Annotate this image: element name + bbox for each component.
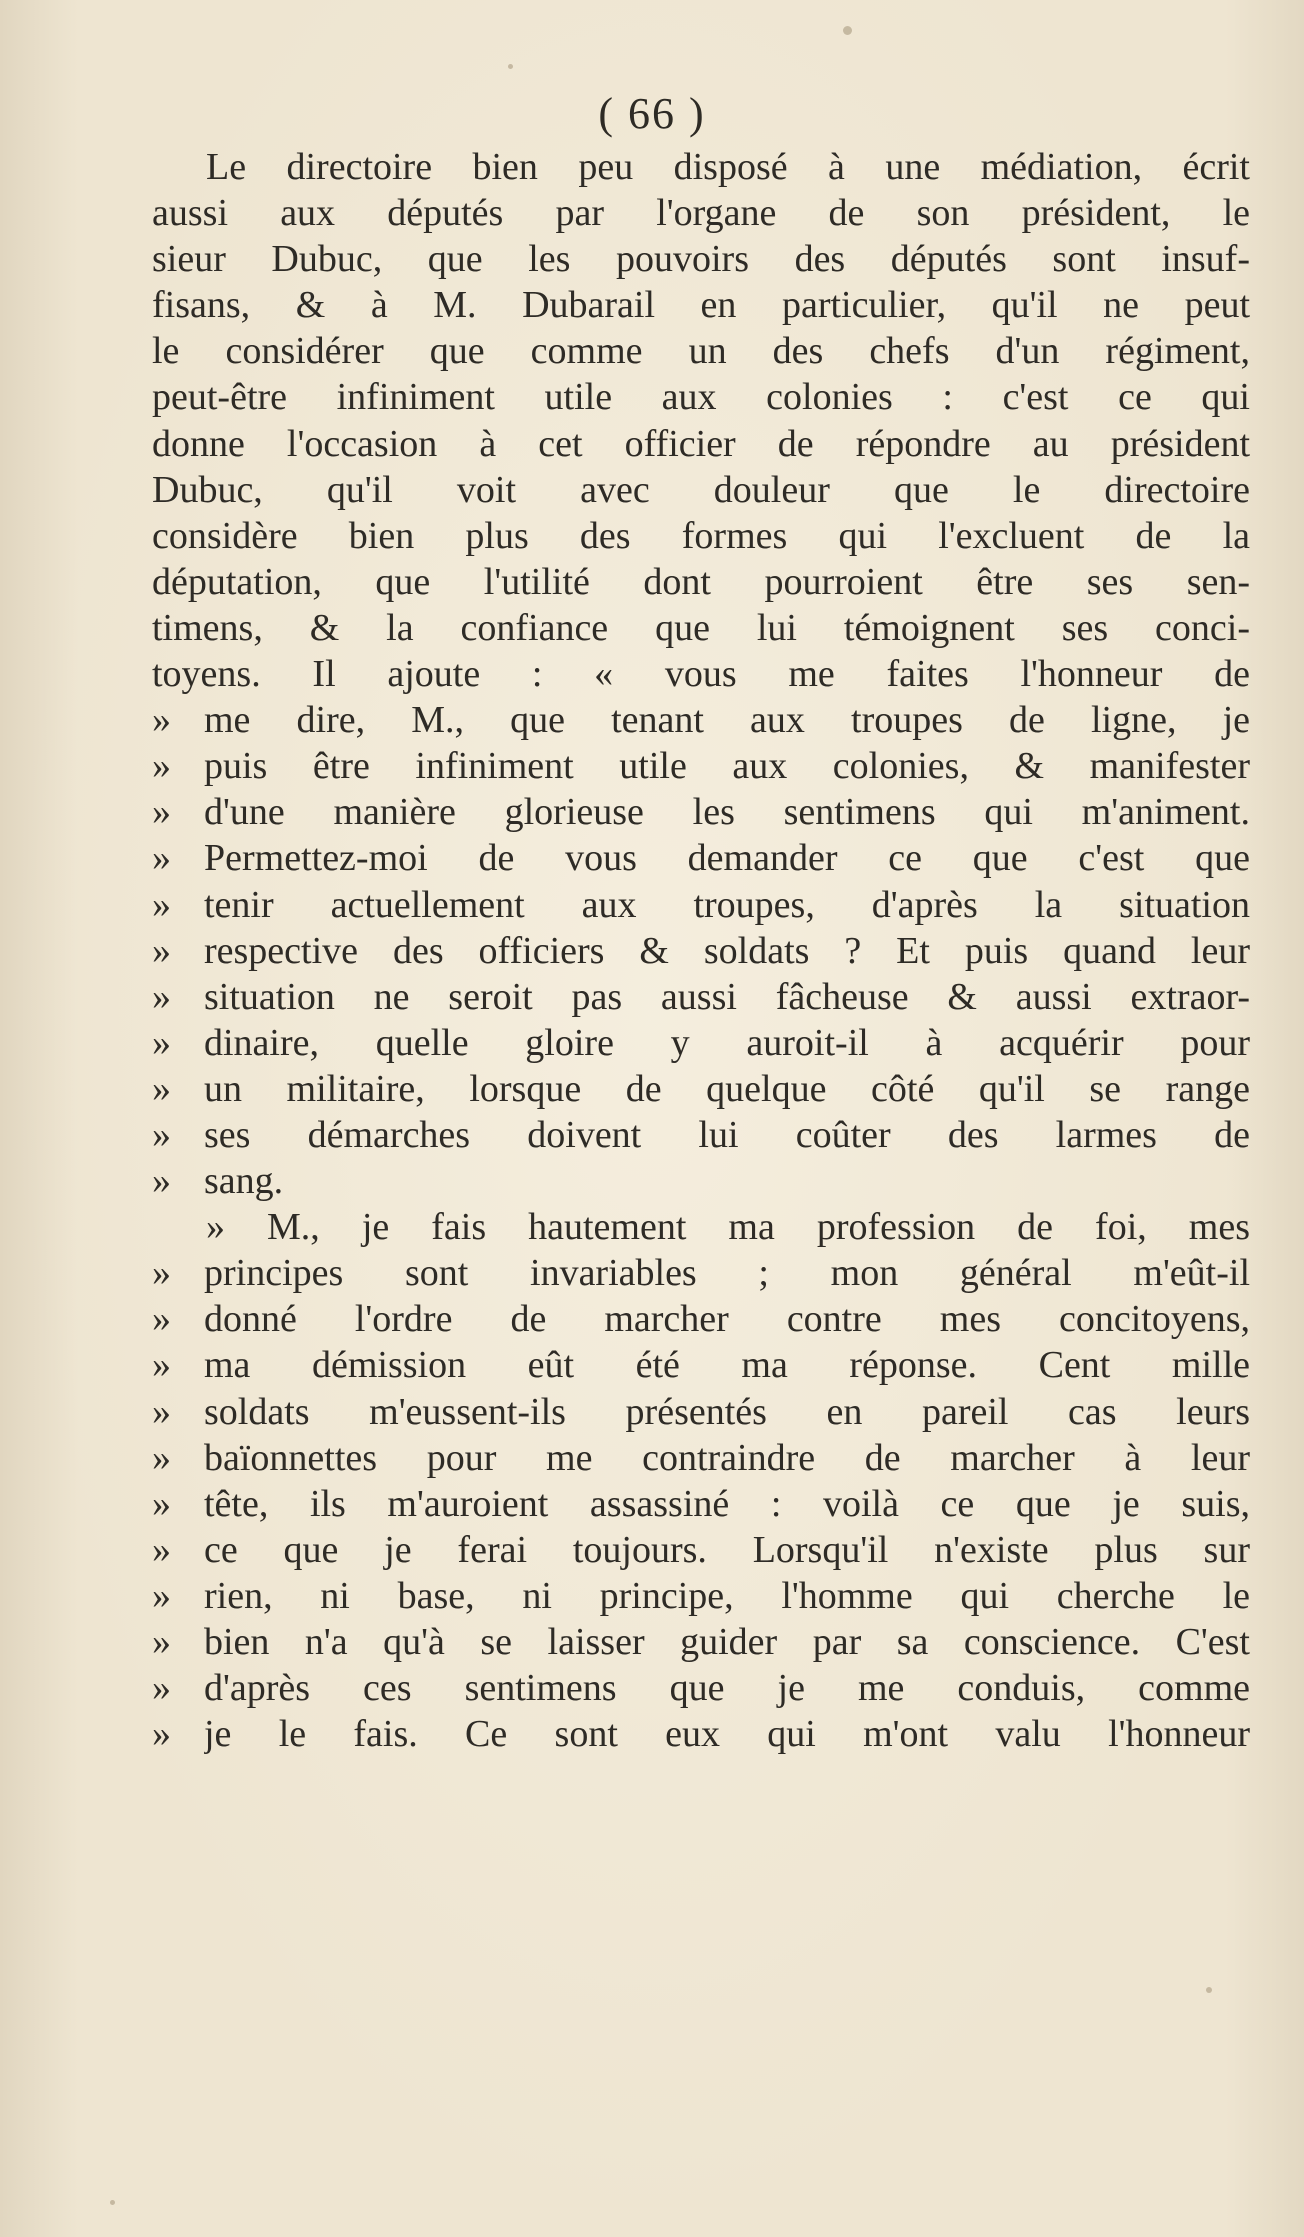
paper-spot xyxy=(110,2200,115,2205)
line-text: baïonnettes pour me contraindre de marcher à leur xyxy=(204,1436,1250,1479)
line-text: » M., je fais hautement ma profession de foi, mes xyxy=(206,1206,1250,1249)
text-line xyxy=(152,1296,1250,1342)
line-text: le considérer que comme un des chefs d'un régiment, xyxy=(152,330,1250,373)
text-line xyxy=(152,421,1250,467)
line-text: Le directoire bien peu disposé à une médiation, écrit xyxy=(206,146,1250,188)
line-text: rien, ni base, ni principe, l'homme qui cherche le xyxy=(204,1574,1250,1617)
quote-mark: » xyxy=(152,1574,171,1617)
text-line xyxy=(152,789,1250,835)
text-line xyxy=(152,1665,1250,1711)
line-text: donne l'occasion à cet officier de répondre au président xyxy=(152,422,1250,465)
quote-mark: » xyxy=(152,1528,171,1571)
text-line xyxy=(152,1435,1250,1481)
text-line xyxy=(152,1112,1250,1158)
line-text: puis être infiniment utile aux colonies, & manifester xyxy=(204,745,1250,788)
quote-mark: » xyxy=(152,1713,171,1756)
text-line xyxy=(152,236,1250,282)
paper-spot xyxy=(843,26,852,35)
text-line xyxy=(152,605,1250,651)
text-line xyxy=(152,467,1250,513)
quote-mark: » xyxy=(152,745,171,788)
text-line xyxy=(152,190,1250,236)
line-text: principes sont invariables ; mon général m'eût-il xyxy=(204,1252,1250,1295)
line-text: Dubuc, qu'il voit avec douleur que le directoire xyxy=(152,468,1250,511)
text-line xyxy=(152,835,1250,881)
line-text: sang. xyxy=(204,1160,284,1203)
text-line xyxy=(152,1020,1250,1066)
line-text: députation, que l'utilité dont pourroient être ses sen- xyxy=(152,560,1250,603)
quote-mark: » xyxy=(152,1160,171,1203)
quote-mark: » xyxy=(152,1021,171,1064)
page-number: ( 66 ) xyxy=(598,89,706,138)
text-line xyxy=(152,513,1250,559)
line-text: fisans, & à M. Dubarail en particulier, qu'il ne peut xyxy=(152,284,1250,327)
text-line xyxy=(152,1711,1250,1757)
quote-mark: » xyxy=(152,791,171,834)
text-line xyxy=(152,651,1250,697)
quote-mark: » xyxy=(152,929,171,972)
quote-mark: » xyxy=(152,1344,171,1387)
line-text: ses démarches doivent lui coûter des larmes de xyxy=(204,1113,1250,1156)
text-line xyxy=(152,1619,1250,1665)
paper-spot xyxy=(1206,1987,1212,1993)
text-line xyxy=(152,559,1250,605)
line-text: peut-être infiniment utile aux colonies : c'est ce qui xyxy=(152,376,1250,419)
quote-mark: » xyxy=(152,883,171,926)
text-line xyxy=(152,1481,1250,1527)
text-line xyxy=(152,1573,1250,1619)
text-line xyxy=(152,1527,1250,1573)
quote-mark: » xyxy=(152,1113,171,1156)
text-line xyxy=(152,1158,1250,1204)
quote-mark: » xyxy=(152,837,171,880)
line-text: tête, ils m'auroient assassiné : voilà ce que je suis, xyxy=(204,1482,1250,1525)
line-text: d'une manière glorieuse les sentimens qui m'animent. xyxy=(204,791,1250,834)
quote-mark: » xyxy=(152,1621,171,1663)
text-line xyxy=(152,1342,1250,1388)
line-text: toyens. Il ajoute : « vous me faites l'honneur de xyxy=(152,653,1250,696)
line-text: donné l'ordre de marcher contre mes concitoyens, xyxy=(204,1298,1250,1341)
line-text: me dire, M., que tenant aux troupes de ligne, je xyxy=(204,699,1250,742)
quote-mark: » xyxy=(152,1436,171,1479)
text-line xyxy=(152,928,1250,974)
quote-mark: » xyxy=(152,1482,171,1525)
line-text: dinaire, quelle gloire y auroit-il à acquérir pour xyxy=(204,1021,1250,1064)
quote-mark: » xyxy=(152,1667,171,1710)
line-text: respective des officiers & soldats ? Et puis quand leur xyxy=(204,929,1250,972)
quote-mark: » xyxy=(152,1390,171,1433)
text-line xyxy=(152,882,1250,928)
line-text: d'après ces sentimens que je me conduis, comme xyxy=(204,1667,1250,1710)
line-text: aussi aux députés par l'organe de son président, le xyxy=(152,192,1250,235)
text-line xyxy=(152,328,1250,374)
line-text: sieur Dubuc, que les pouvoirs des députés sont insuf- xyxy=(152,238,1250,281)
line-text: Permettez-moi de vous demander ce que c'est que xyxy=(204,837,1250,880)
line-text: je le fais. Ce sont eux qui m'ont valu l'honneur xyxy=(204,1713,1250,1756)
text-line xyxy=(152,1250,1250,1296)
quote-mark: » xyxy=(152,1067,171,1110)
text-line xyxy=(152,282,1250,328)
line-text: soldats m'eussent-ils présentés en pareil cas leurs xyxy=(204,1390,1250,1433)
quote-mark: » xyxy=(152,1252,171,1295)
line-text: ma démission eût été ma réponse. Cent mille xyxy=(204,1344,1250,1387)
text-line xyxy=(152,974,1250,1020)
text-line xyxy=(152,144,1250,190)
paper-spot xyxy=(508,64,513,69)
quote-mark: » xyxy=(152,1298,171,1341)
line-text: situation ne seroit pas aussi fâcheuse & aussi extraor- xyxy=(204,975,1250,1018)
text-line xyxy=(152,1066,1250,1112)
line-text: ce que je ferai toujours. Lorsqu'il n'existe plus sur xyxy=(204,1528,1250,1571)
body-text xyxy=(152,144,1250,1757)
line-text: un militaire, lorsque de quelque côté qu'il se range xyxy=(204,1067,1250,1110)
text-line xyxy=(152,697,1250,743)
line-text: timens, & la confiance que lui témoignent ses conci- xyxy=(152,606,1250,649)
line-text: tenir actuellement aux troupes, d'après la situation xyxy=(204,883,1250,926)
line-text: considère bien plus des formes qui l'excluent de la xyxy=(152,514,1250,557)
text-line xyxy=(152,1204,1250,1250)
quote-mark: » xyxy=(152,975,171,1018)
text-line xyxy=(152,374,1250,420)
quote-mark: » xyxy=(152,699,171,742)
line-text: bien n'a qu'à se laisser guider par sa conscience. C'est xyxy=(204,1621,1250,1663)
text-line xyxy=(152,743,1250,789)
text-line xyxy=(152,1389,1250,1435)
